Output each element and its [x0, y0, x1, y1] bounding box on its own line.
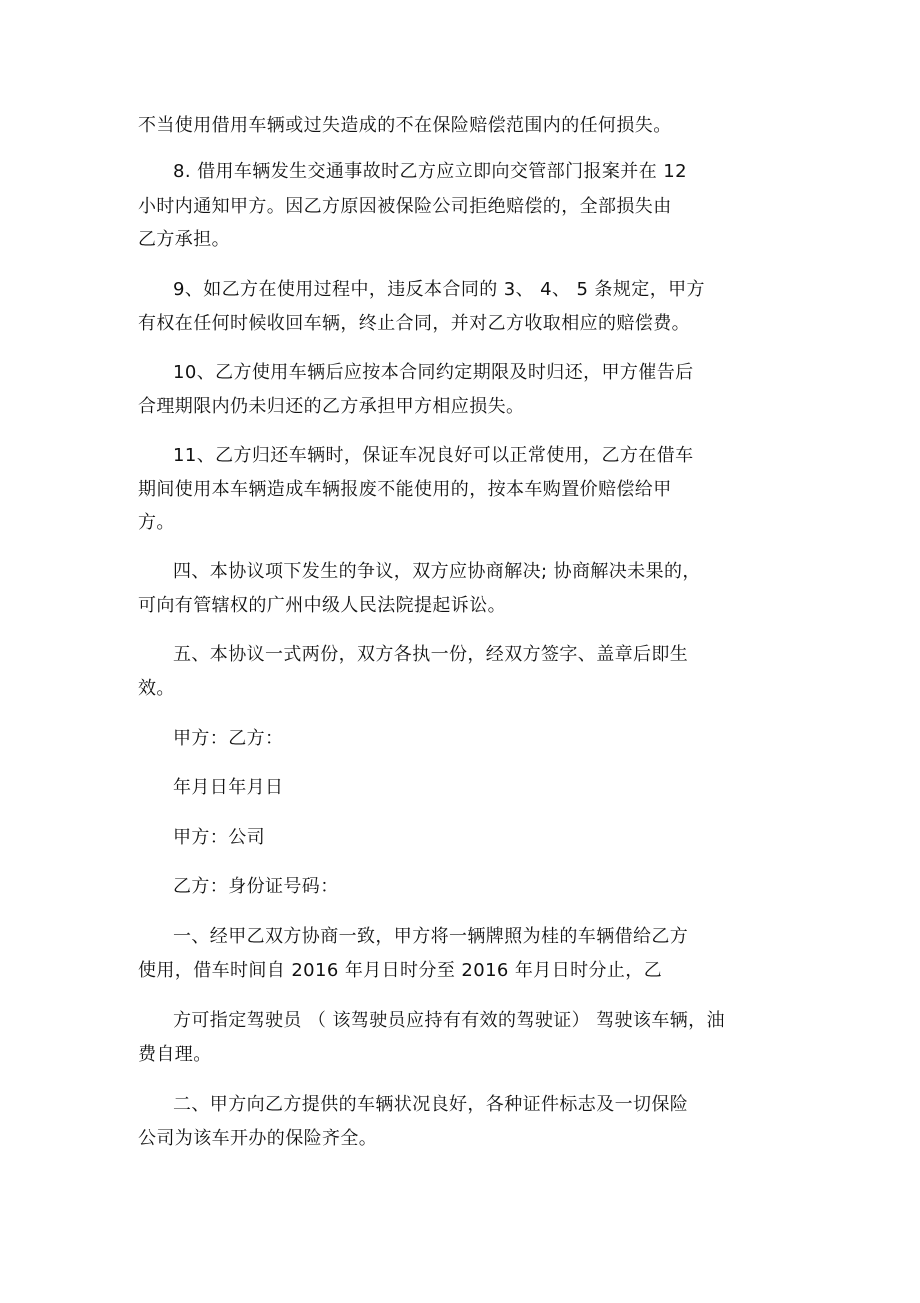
- text-line: 公司为该车开办的保险齐全。: [138, 1128, 378, 1149]
- text-line: 11、乙方归还车辆时，保证车况良好可以正常使用，乙方在借车: [173, 445, 694, 466]
- party-b-id-number: 乙方：身份证号码：: [173, 876, 339, 897]
- text-line: 四、本协议项下发生的争议，双方应协商解决; 协商解决未果的，: [173, 561, 701, 582]
- text-line: 8. 借用车辆发生交通事故时乙方应立即向交管部门报案并在 12: [173, 161, 687, 182]
- text-line: 10、乙方使用车辆后应按本合同约定期限及时归还，甲方催告后: [173, 362, 694, 383]
- text-line: 费自理。: [138, 1044, 212, 1065]
- text-line: 一、经甲乙双方协商一致，甲方将一辆牌照为桂的车辆借给乙方: [173, 926, 689, 947]
- signature-dates: 年月日年月日: [173, 777, 284, 798]
- text-line: 二、甲方向乙方提供的车辆状况良好，各种证件标志及一切保险: [173, 1094, 689, 1115]
- text-line: 小时内通知甲方。因乙方原因被保险公司拒绝赔偿的，全部损失由: [138, 196, 672, 217]
- text-line: 有权在任何时候收回车辆，终止合同，并对乙方收取相应的赔偿费。: [138, 313, 690, 334]
- text-line: 期间使用本车辆造成车辆报废不能使用的，按本车购置价赔偿给甲: [138, 479, 672, 500]
- text-line: 乙方承担。: [138, 229, 230, 250]
- text-line: 使用，借车时间自 2016 年月日时分至 2016 年月日时分止，乙: [138, 960, 663, 981]
- text-line: 9、如乙方在使用过程中，违反本合同的 3、 4、 5 条规定，甲方: [173, 279, 705, 300]
- text-line: 方可指定驾驶员 （ 该驾驶员应持有有效的驾驶证） 驾驶该车辆，油: [173, 1010, 725, 1031]
- text-line: 不当使用借用车辆或过失造成的不在保险赔偿范围内的任何损失。: [138, 115, 672, 136]
- text-line: 可向有管辖权的广州中级人民法院提起诉讼。: [138, 595, 506, 616]
- text-line: 合理期限内仍未归还的乙方承担甲方相应损失。: [138, 396, 525, 417]
- text-line: 方。: [138, 512, 175, 533]
- text-line: 效。: [138, 678, 175, 699]
- signature-parties: 甲方：乙方：: [173, 728, 284, 749]
- text-line: 五、本协议一式两份，双方各执一份，经双方签字、盖章后即生: [173, 644, 689, 665]
- party-a-company: 甲方：公司: [173, 827, 265, 848]
